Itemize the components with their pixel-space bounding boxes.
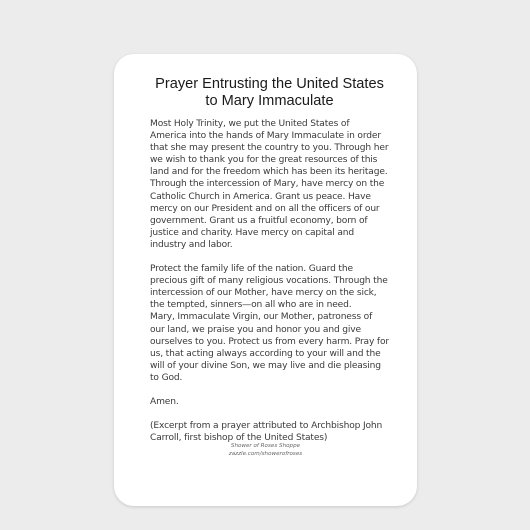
shop-url: zazzle.com/showerofroses xyxy=(228,450,303,457)
prayer-card xyxy=(114,54,417,506)
prayer-paragraph-1: Most Holy Trinity, we put the United States of America into the hands of Mary Immaculate in order that she may present the country to you. Through her we wish to thank you for the great resources of this land and for the freedom which has been its heritage. Through the intercession of Mary, have mercy on the Catholic Church in America. Grant us peace. Have mercy on our President and on all the officers of our government. Grant us a fruitful economy, born of justice and charity. Have mercy on capital and industry and labor. xyxy=(150,119,389,250)
title-line-1: Prayer Entrusting the United States xyxy=(155,76,384,92)
prayer-paragraph-2: Protect the family life of the nation. Guard the precious gift of many religious vocations. Through the intercession of our Mother, have mercy on the sick, the tempted, sinners—on all who are in need. Mary, Immaculate Virgin, our Mother, patroness of our land, we praise you and honor you and give ourselves to you. Protect us from every harm. Pray for us, that acting always according to your will and the will of your divine Son, we may live and die pleasing to God. xyxy=(150,264,389,383)
title-line-2: to Mary Immaculate xyxy=(205,93,334,109)
prayer-body xyxy=(150,118,401,444)
shop-footer xyxy=(130,443,401,458)
prayer-amen: Amen. xyxy=(150,396,179,407)
prayer-title xyxy=(132,76,407,110)
prayer-attribution: (Excerpt from a prayer attributed to Archbishop John Carroll, first bishop of the United States) xyxy=(150,421,383,444)
shop-name: Shower of Roses Shoppe xyxy=(230,443,301,450)
